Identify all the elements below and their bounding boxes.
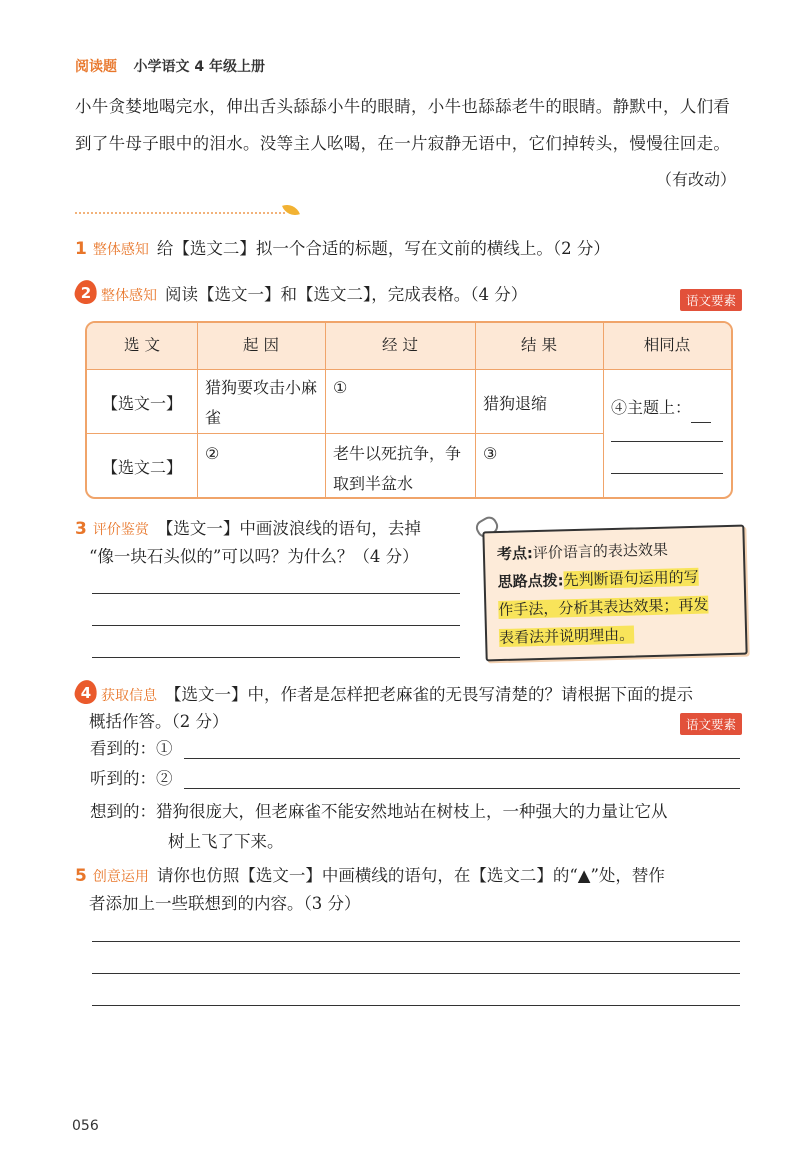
question-text: 概括作答。（2 分） [89, 712, 229, 731]
answer-line[interactable] [184, 788, 740, 789]
question-text: “像一块石头似的”可以吗？为什么？（4 分） [89, 547, 419, 566]
tip-hint: 作手法，分析其表达效果；再发 [498, 595, 709, 620]
answer-line[interactable] [92, 973, 740, 974]
answer-line[interactable] [92, 625, 460, 626]
table-cell: ② [205, 444, 220, 463]
flame-icon: 4 [75, 680, 97, 704]
row-label: 【选文二】 [101, 458, 182, 477]
table-header: 选 文 [87, 323, 197, 369]
question-text: 【选文一】中，作者是怎样把老麻雀的无畏写清楚的？请根据下面的提示 [165, 685, 693, 704]
common-cell [603, 389, 731, 427]
leaf-icon [282, 201, 300, 219]
question-tag: 创意运用 [92, 869, 149, 885]
page-header [75, 56, 265, 76]
passage-source: （有改动） [655, 170, 736, 189]
table-cell: 猎狗要攻击小麻雀 [205, 378, 318, 427]
question-text: 【选文一】中画波浪线的语句，去掉 [156, 519, 421, 538]
table-cell: 猎狗退缩 [483, 394, 548, 413]
question-tag: 获取信息 [101, 688, 157, 704]
question-tag: 整体感知 [101, 288, 157, 304]
answer-line[interactable] [92, 941, 740, 942]
section-divider [75, 212, 285, 214]
heard-row: 听到的：② [90, 769, 173, 788]
common-label: ④主题上： [611, 398, 692, 417]
question-number: 5 [75, 866, 87, 886]
table-header: 起 因 [197, 323, 325, 369]
question-text: 请你也仿照【选文一】中画横线的语句，在【选文二】的“▲”处，替作 [156, 866, 665, 885]
passage-line: 小牛贪婪地喝完水，伸出舌头舔舔小牛的眼睛，小牛也舔舔老牛的眼睛。静默中，人们看 [75, 97, 731, 116]
table-cell: ① [333, 378, 348, 397]
thought-row: 想到的：猎狗很庞大，但老麻雀不能安然地站在树枝上，一种强大的力量让它从 [90, 802, 668, 821]
question-3 [75, 515, 421, 544]
blank-line[interactable] [611, 441, 723, 442]
blank-line[interactable] [691, 404, 711, 423]
answer-line[interactable] [92, 1005, 740, 1006]
question-tag: 整体感知 [92, 242, 149, 258]
answer-line[interactable] [184, 758, 740, 759]
question-5 [75, 862, 665, 891]
blank-line[interactable] [611, 473, 723, 474]
thought-row-cont: 树上飞了下来。 [168, 832, 284, 851]
table-header: 经 过 [325, 323, 475, 369]
tip-hint: 思路点拨:先判断语句运用的写 [497, 567, 699, 592]
answer-line[interactable] [92, 657, 460, 658]
section-tag: 阅读题 [75, 59, 117, 75]
page-number: 056 [72, 1118, 99, 1134]
question-1 [75, 235, 610, 264]
question-number: 1 [75, 239, 87, 259]
tip-box [482, 525, 747, 662]
tip-point: 考点:评价语言的表达效果 [496, 540, 669, 564]
comparison-table [85, 321, 733, 499]
table-header: 结 果 [475, 323, 603, 369]
flame-icon: 2 [75, 280, 97, 304]
literacy-badge: 语文要素 [680, 713, 742, 735]
question-text: 者添加上一些联想到的内容。（3 分） [89, 894, 361, 913]
seen-row: 看到的：① [90, 739, 173, 758]
row-label: 【选文一】 [101, 394, 182, 413]
question-text: 给【选文二】拟一个合适的标题，写在文前的横线上。（2 分） [156, 239, 610, 258]
question-2 [75, 280, 527, 310]
question-number: 3 [75, 519, 87, 539]
table-cell: ③ [483, 444, 498, 463]
literacy-badge: 语文要素 [680, 289, 742, 311]
question-text: 阅读【选文一】和【选文二】，完成表格。（4 分） [165, 285, 528, 304]
table-header: 相同点 [603, 323, 731, 369]
question-tag: 评价鉴赏 [92, 522, 149, 538]
question-4 [75, 680, 693, 710]
answer-line[interactable] [92, 593, 460, 594]
book-title: 小学语文 4 年级上册 [133, 59, 265, 75]
tip-hint: 表看法并说明理由。 [498, 625, 635, 648]
table-cell: 老牛以死抗争，争取到半盆水 [333, 444, 462, 493]
passage-line: 到了牛母子眼中的泪水。没等主人吆喝，在一片寂静无语中，它们掉转头，慢慢往回走。 [75, 134, 731, 153]
